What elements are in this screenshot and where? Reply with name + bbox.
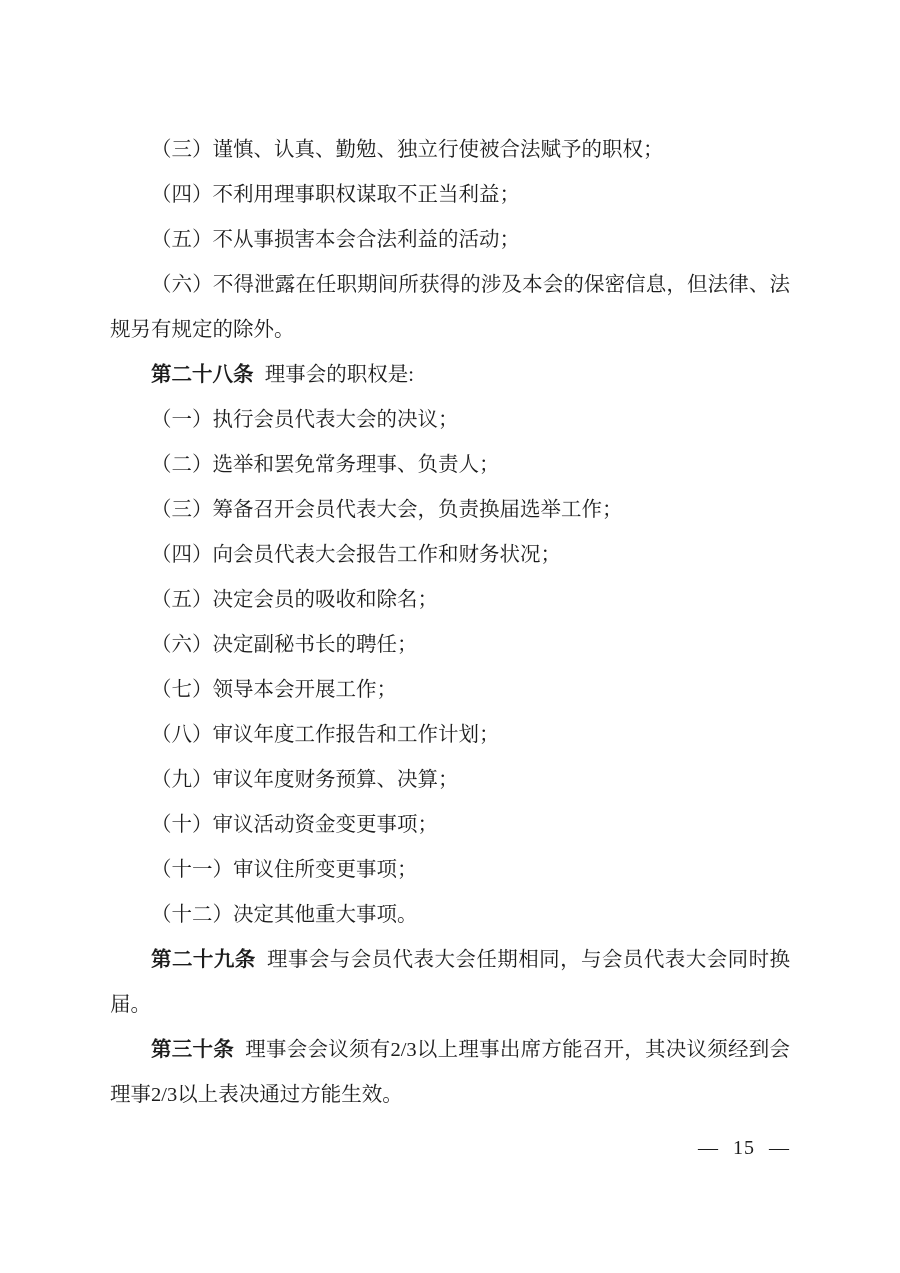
paragraph-text: （四）向会员代表大会报告工作和财务状况； — [151, 544, 561, 566]
page-number: — 15 — — [698, 1137, 790, 1159]
paragraph — [110, 173, 790, 218]
document-body — [110, 128, 790, 1118]
paragraph-text: （五）不从事损害本会合法利益的活动； — [151, 229, 520, 251]
paragraph — [110, 803, 790, 848]
paragraph — [110, 758, 790, 803]
paragraph — [110, 893, 790, 938]
paragraph-text: （六）决定副秘书长的聘任； — [151, 634, 418, 656]
page-footer — [698, 1133, 790, 1163]
paragraph-text: （一）执行会员代表大会的决议； — [151, 409, 459, 431]
paragraph — [110, 848, 790, 893]
paragraph-article-28 — [110, 353, 790, 398]
paragraph — [110, 263, 790, 353]
paragraph-text: （十一）审议住所变更事项； — [151, 859, 418, 881]
paragraph-text: 理事会与会员代表大会任期相同，与会员代表大会同时换届。 — [110, 949, 791, 1016]
paragraph-text: （二）选举和罢免常务理事、负责人； — [151, 454, 500, 476]
paragraph — [110, 668, 790, 713]
paragraph-text: 理事会会议须有2/3以上理事出席方能召开，其决议须经到会理事2/3以上表决通过方能生效。 — [110, 1039, 791, 1106]
paragraph — [110, 218, 790, 263]
paragraph-text: （十二）决定其他重大事项。 — [151, 904, 418, 926]
paragraph-text: 理事会的职权是: — [264, 364, 414, 386]
paragraph-text: （十）审议活动资金变更事项； — [151, 814, 438, 836]
paragraph-article-29 — [110, 938, 790, 1028]
paragraph — [110, 398, 790, 443]
paragraph-text: （三）谨慎、认真、勤勉、独立行使被合法赋予的职权； — [151, 139, 664, 161]
paragraph — [110, 488, 790, 533]
article-number: 第二十九条 — [151, 949, 256, 971]
article-number: 第二十八条 — [151, 364, 254, 386]
paragraph — [110, 623, 790, 668]
paragraph — [110, 578, 790, 623]
paragraph — [110, 443, 790, 488]
paragraph-text: （三）筹备召开会员代表大会，负责换届选举工作； — [151, 499, 623, 521]
paragraph-text: （五）决定会员的吸收和除名； — [151, 589, 438, 611]
paragraph-article-30 — [110, 1028, 790, 1118]
paragraph — [110, 713, 790, 758]
paragraph-text: （八）审议年度工作报告和工作计划； — [151, 724, 500, 746]
paragraph — [110, 128, 790, 173]
paragraph-text: （四）不利用理事职权谋取不正当利益； — [151, 184, 520, 206]
paragraph-text: （七）领导本会开展工作； — [151, 679, 397, 701]
paragraph-text: （六）不得泄露在任职期间所获得的涉及本会的保密信息，但法律、法规另有规定的除外。 — [110, 274, 790, 341]
article-number: 第三十条 — [151, 1039, 234, 1061]
paragraph — [110, 533, 790, 578]
paragraph-text: （九）审议年度财务预算、决算； — [151, 769, 459, 791]
